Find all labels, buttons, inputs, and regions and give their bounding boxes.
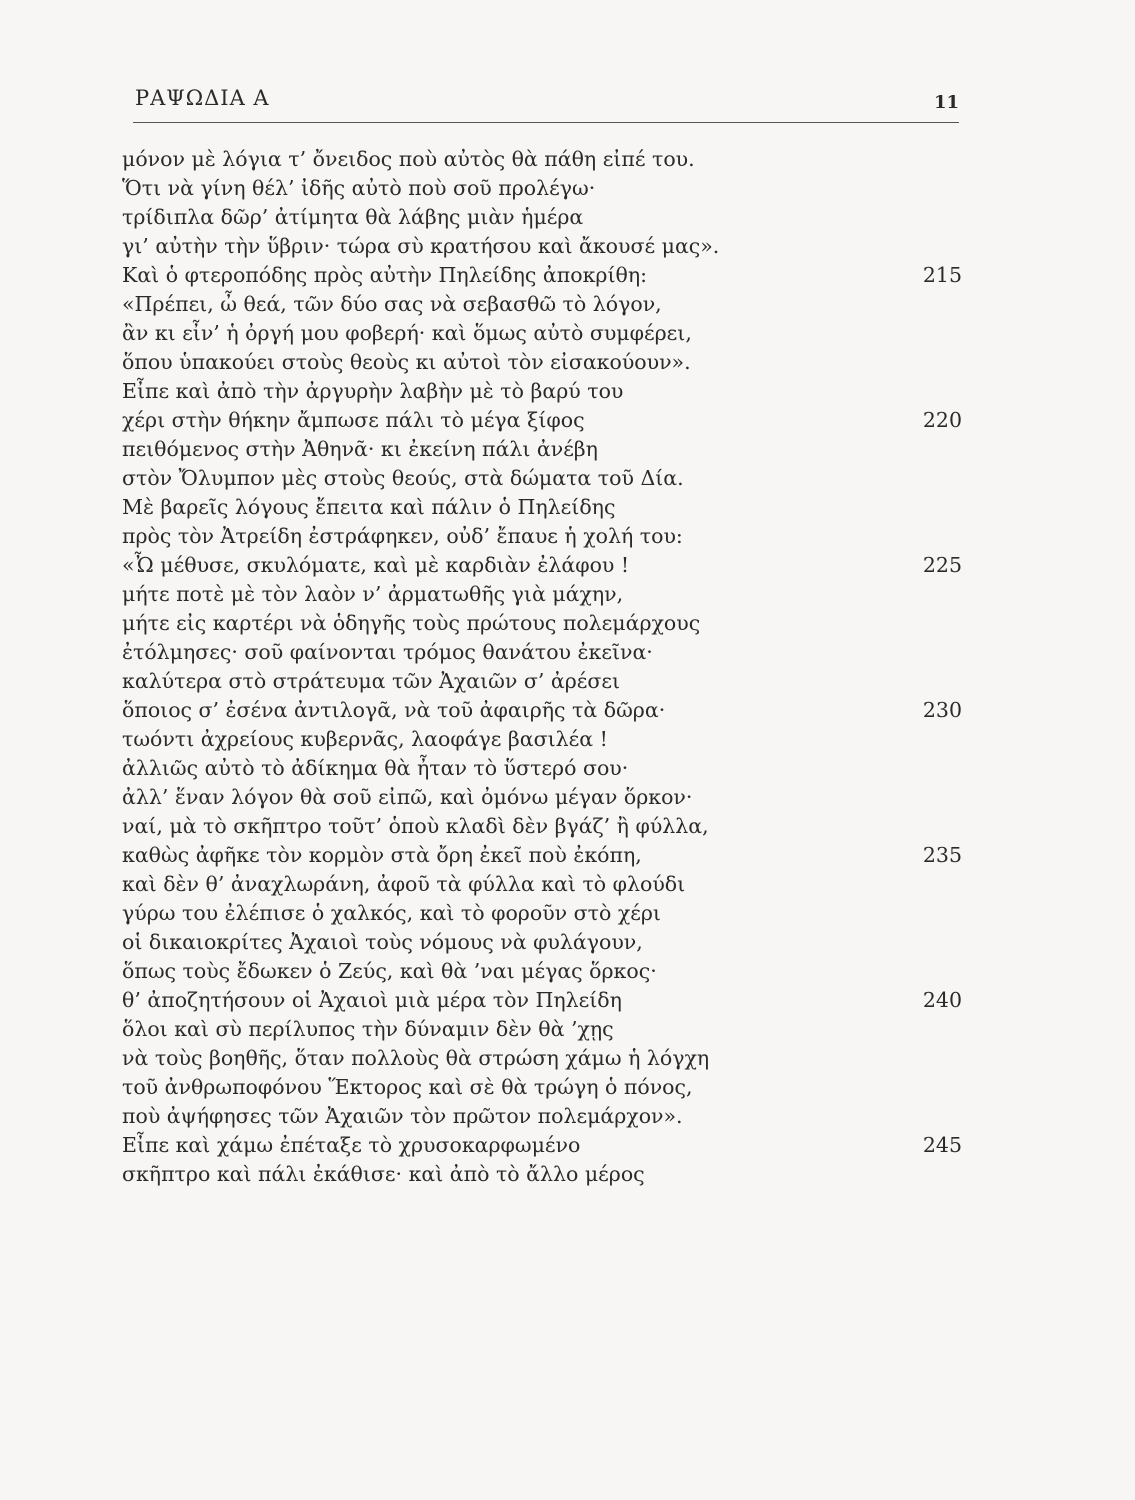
verse-line [122,638,962,667]
verse-line [122,319,962,348]
verse-line [122,783,962,812]
verse-line [122,1015,962,1044]
verse-line [122,377,962,406]
verse-text: χέρι στὴν θήκην ἄμπωσε πάλι τὸ μέγα ξίφος [122,408,585,432]
verse-line [122,1131,962,1160]
verse-text: τοῦ ἀνθρωποφόνου Ἕκτορος καὶ σὲ θὰ τρώγη ὁ πόνος, [122,1075,693,1099]
verse-line [122,580,962,609]
verse-line [122,145,962,174]
verse-line [122,493,962,522]
verse-line [122,261,962,290]
verse-line [122,203,962,232]
verse-line [122,1102,962,1131]
verse-text: ποὺ ἀψήφησες τῶν Ἀχαιῶν τὸν πρῶτον πολεμάρχον». [122,1104,683,1128]
verse-line [122,609,962,638]
verse-text: στὸν Ὄλυμπον μὲς στοὺς θεούς, στὰ δώματα τοῦ Δία. [122,466,684,490]
line-number: 230 [922,698,962,722]
verse-text: ὅποιος σ’ ἐσένα ἀντιλογᾶ, νὰ τοῦ ἀφαιρῆς τὰ δῶρα· [122,698,666,722]
verse-line [122,725,962,754]
verse-block [122,145,962,1189]
verse-line [122,464,962,493]
verse-text: ἀλλιῶς αὐτὸ τὸ ἀδίκημα θὰ ἦταν τὸ ὕστερό σου· [122,756,629,780]
verse-text: γι’ αὐτὴν τὴν ὕβριν· τώρα σὺ κρατήσου καὶ ἄκουσέ μας». [122,234,720,258]
verse-text: ἀλλ’ ἕναν λόγον θὰ σοῦ εἰπῶ, καὶ ὀμόνω μέγαν ὅρκον· [122,785,693,809]
verse-line [122,348,962,377]
verse-text: μήτε ποτὲ μὲ τὸν λαὸν ν’ ἀρματωθῆς γιὰ μάχην, [122,582,624,606]
verse-line [122,232,962,261]
line-number: 235 [922,843,962,867]
verse-text: Καὶ ὁ φτεροπόδης πρὸς αὐτὴν Πηλείδης ἀποκρίθη: [122,263,648,287]
verse-line [122,696,962,725]
verse-text: καλύτερα στὸ στράτευμα τῶν Ἀχαιῶν σ’ ἀρέσει [122,669,621,693]
running-head: ΡΑΨΩΔΙΑ Α [135,86,270,110]
verse-line [122,957,962,986]
verse-text: νὰ τοὺς βοηθῆς, ὅταν πολλοὺς θὰ στρώση χάμω ἡ λόγχη [122,1046,710,1070]
verse-text: Μὲ βαρεῖς λόγους ἔπειτα καὶ πάλιν ὁ Πηλείδης [122,495,616,519]
verse-text: ναί, μὰ τὸ σκῆπτρο τοῦτ’ ὁποὺ κλαδὶ δὲν βγάζ’ ἢ φύλλα, [122,814,709,838]
verse-line [122,841,962,870]
verse-line [122,406,962,435]
verse-text: «Πρέπει, ὦ θεά, τῶν δύο σας νὰ σεβασθῶ τὸ λόγον, [122,292,662,316]
page-header [133,78,959,123]
verse-text: οἱ δικαιοκρίτες Ἀχαιοὶ τοὺς νόμους νὰ φυλάγουν, [122,930,643,954]
verse-line [122,928,962,957]
verse-line [122,1073,962,1102]
verse-text: γύρω του ἐλέπισε ὁ χαλκός, καὶ τὸ φοροῦν στὸ χέρι [122,901,661,925]
line-number: 220 [922,408,962,432]
verse-text: «Ὦ μέθυσε, σκυλόματε, καὶ μὲ καρδιὰν ἐλάφου ! [122,553,630,577]
verse-text: τρίδιπλα δῶρ’ ἀτίμητα θὰ λάβης μιὰν ἡμέρα [122,205,584,229]
verse-text: τωόντι ἀχρείους κυβερνᾶς, λαοφάγε βασιλέα ! [122,727,608,751]
verse-line [122,870,962,899]
verse-line [122,174,962,203]
verse-line [122,812,962,841]
line-number: 215 [922,263,962,287]
verse-text: θ’ ἀποζητήσουν οἱ Ἀχαιοὶ μιὰ μέρα τὸν Πηλείδη [122,988,622,1012]
verse-line [122,435,962,464]
verse-line [122,754,962,783]
verse-text: ὅπου ὑπακούει στοὺς θεοὺς κι αὐτοὶ τὸν εἰσακούουν». [122,350,691,374]
verse-text: Εἶπε καὶ ἀπὸ τὴν ἀργυρὴν λαβὴν μὲ τὸ βαρύ του [122,379,624,403]
verse-text: Εἶπε καὶ χάμω ἐπέταξε τὸ χρυσοκαρφωμένο [122,1133,581,1157]
verse-line [122,290,962,319]
verse-line [122,986,962,1015]
verse-text: μόνον μὲ λόγια τ’ ὄνειδος ποὺ αὐτὸς θὰ πάθη εἰπέ του. [122,147,695,171]
verse-text: πειθόμενος στὴν Ἀθηνᾶ· κι ἐκείνη πάλι ἀνέβη [122,437,598,461]
verse-line [122,899,962,928]
page-number: 11 [933,92,959,113]
verse-text: σκῆπτρο καὶ πάλι ἐκάθισε· καὶ ἀπὸ τὸ ἄλλο μέρος [122,1162,645,1186]
verse-line [122,551,962,580]
verse-line [122,522,962,551]
line-number: 240 [922,988,962,1012]
line-number: 245 [922,1133,962,1157]
verse-text: Ὅτι νὰ γίνη θέλ’ ἰδῆς αὐτὸ ποὺ σοῦ προλέγω· [122,176,596,200]
verse-text: καὶ δὲν θ’ ἀναχλωράνη, ἀφοῦ τὰ φύλλα καὶ τὸ φλούδι [122,872,686,896]
verse-text: ὅλοι καὶ σὺ περίλυπος τὴν δύναμιν δὲν θὰ ’χῃς [122,1017,614,1041]
verse-line [122,667,962,696]
verse-text: μήτε εἰς καρτέρι νὰ ὁδηγῆς τοὺς πρώτους πολεμάρχους [122,611,701,635]
verse-text: ἐτόλμησες· σοῦ φαίνονται τρόμος θανάτου ἐκεῖνα· [122,640,653,664]
verse-text: πρὸς τὸν Ἀτρείδη ἐστράφηκεν, οὐδ’ ἔπαυε ἡ χολή του: [122,524,683,548]
verse-line [122,1044,962,1073]
verse-line [122,1160,962,1189]
verse-text: ὅπως τοὺς ἔδωκεν ὁ Ζεύς, καὶ θὰ ’ναι μέγας ὅρκος· [122,959,657,983]
verse-text: καθὼς ἀφῆκε τὸν κορμὸν στὰ ὄρη ἐκεῖ ποὺ ἐκόπη, [122,843,642,867]
line-number: 225 [922,553,962,577]
verse-text: ἂν κι εἶν’ ἡ ὀργή μου φοβερή· καὶ ὅμως αὐτὸ συμφέρει, [122,321,692,345]
